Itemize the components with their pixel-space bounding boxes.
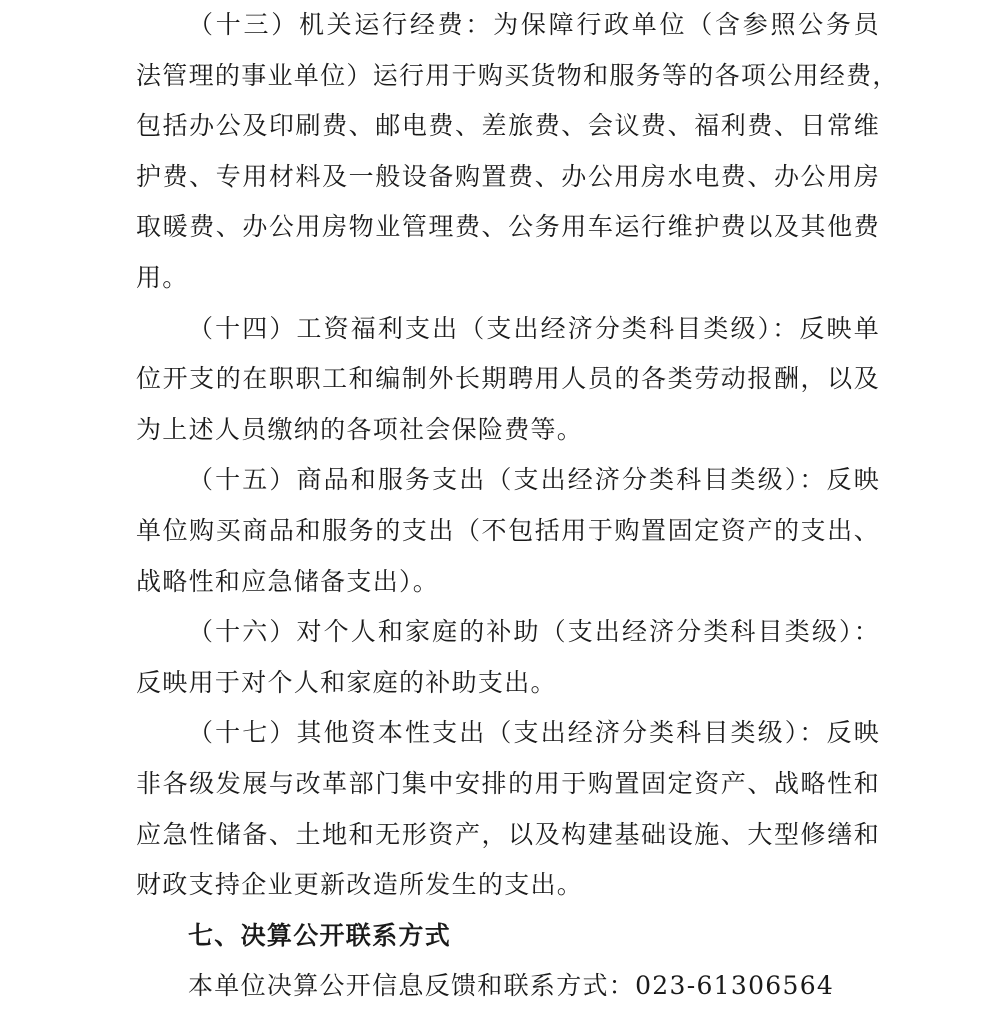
text-line: （十三）机关运行经费：为保障行政单位（含参照公务员: [188, 10, 880, 39]
text-line: 为上述人员缴纳的各项社会保险费等。: [136, 414, 584, 444]
text-line: （十七）其他资本性支出（支出经济分类科目类级）：反映: [188, 718, 880, 748]
paragraph-item-16: [136, 607, 880, 708]
document-page: [136, 0, 899, 1012]
paragraph-item-13: [136, 0, 899, 304]
paragraph-item-17: [136, 708, 880, 910]
text-line: 用。: [136, 262, 189, 292]
text-line: （十六）对个人和家庭的补助（支出经济分类科目类级）：: [188, 617, 880, 647]
section-heading: 七、决算公开联系方式: [188, 920, 452, 950]
text-line: （十五）商品和服务支出（支出经济分类科目类级）：反映: [188, 465, 880, 495]
paragraph-item-14: [136, 304, 880, 456]
text-line: 反映用于对个人和家庭的补助支出。: [136, 667, 557, 697]
text-line: 护费、专用材料及一般设备购置费、办公用房水电费、办公用房: [136, 161, 880, 191]
text-line: 法管理的事业单位）运行用于购买货物和服务等的各项公用经费，: [136, 60, 899, 90]
text-line: 单位购买商品和服务的支出（不包括用于购置固定资产的支出、: [136, 515, 880, 545]
text-line: （十四）工资福利支出（支出经济分类科目类级）：反映单: [188, 313, 880, 343]
text-line: 位开支的在职职工和编制外长期聘用人员的各类劳动报酬，以及: [136, 364, 880, 394]
contact-line: 本单位决算公开信息反馈和联系方式：023-61306564: [188, 971, 835, 1001]
text-line: 战略性和应急储备支出）。: [136, 566, 440, 596]
text-line: 应急性储备、土地和无形资产，以及构建基础设施、大型修缮和: [136, 819, 880, 849]
text-line: 包括办公及印刷费、邮电费、差旅费、会议费、福利费、日常维: [136, 111, 880, 141]
text-line: 非各级发展与改革部门集中安排的用于购置固定资产、战略性和: [136, 768, 880, 798]
text-line: 财政支持企业更新改造所发生的支出。: [136, 870, 584, 900]
paragraph-item-15: [136, 455, 880, 607]
text-line: 取暖费、办公用房物业管理费、公务用车运行维护费以及其他费: [136, 212, 880, 242]
